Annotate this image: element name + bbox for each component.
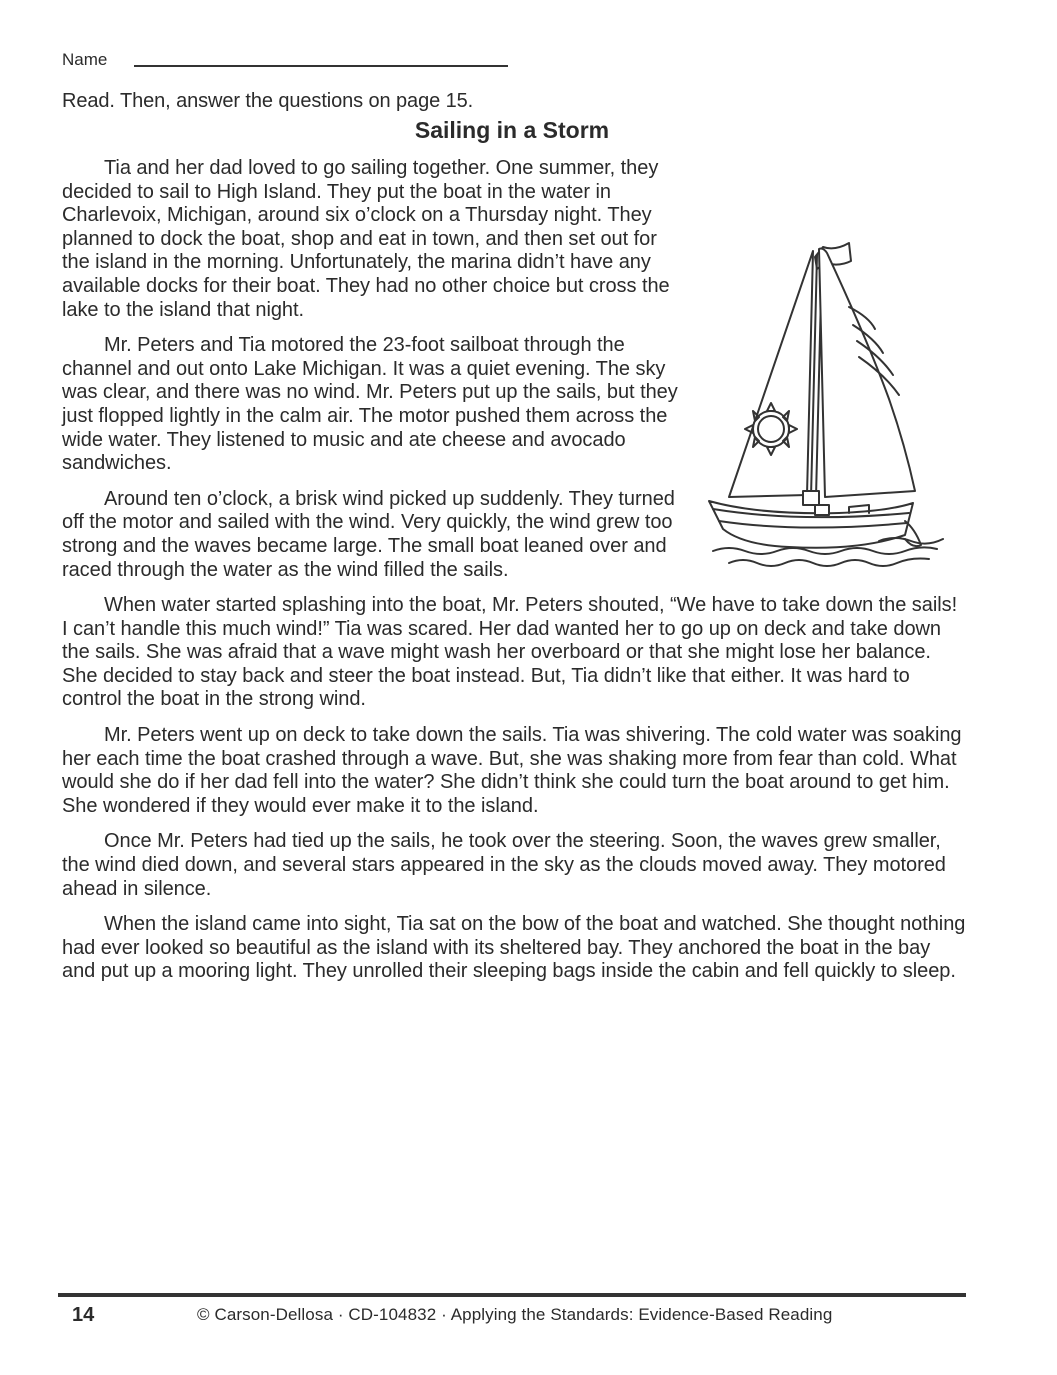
footer-credit: © Carson-Dellosa · CD-104832 · Applying the Standards: Evidence-Based Reading xyxy=(197,1305,833,1324)
story-paragraph: Tia and her dad loved to go sailing together. One summer, they decided to sail to High Island. They put the boat in the water in Charlevoix, Michigan, around six o’clock on a Thursday night. They planned to dock the boat, shop and eat in town, and then set out for the island in the morning. Unfortunately, the marina didn’t have any available docks for their boat. They had no other choice but cross the lake to the island that night. xyxy=(62,157,670,321)
footer-divider xyxy=(58,1293,966,1297)
page-number: 14 xyxy=(72,1304,95,1326)
instructions: Read. Then, answer the questions on page 15. xyxy=(62,90,474,112)
story-paragraph: Around ten o’clock, a brisk wind picked up suddenly. They turned off the motor and sailed with the wind. Very quickly, the wind grew too strong and the waves became large. The small boat leaned over and raced through the water as the wind filled the sails. xyxy=(62,487,675,581)
story-title: Sailing in a Storm xyxy=(414,117,610,143)
story-paragraph: Mr. Peters and Tia motored the 23-foot sailboat through the channel and out onto Lake Michigan. It was a quiet evening. The sky was clear, and there was no wind. Mr. Peters put up the sails, but they just flopped lightly in the calm air. The motor pushed them across the wide water. They listened to music and ate cheese and avocado sandwiches. xyxy=(62,334,678,475)
name-blank-line[interactable] xyxy=(134,65,508,67)
story-paragraph: Mr. Peters went up on deck to take down the sails. Tia was shivering. The cold water was soaking her each time the boat crashed through a wave. But, she was shaking more from fear than cold. What would she do if her dad fell into the water? She didn’t think she could turn the boat around to get him. She wondered if they would ever make it to the island. xyxy=(62,724,962,817)
story-paragraph: Once Mr. Peters had tied up the sails, he took over the steering. Soon, the waves grew smaller, the wind died down, and several stars appeared in the sky as the clouds moved away. They motored ahead in silence. xyxy=(62,830,946,900)
name-row xyxy=(62,50,512,70)
story-paragraph: When the island came into sight, Tia sat on the bow of the boat and watched. She thought nothing had ever looked so beautiful as the island with its sheltered bay. They anchored the boat in the bay and put up a mooring light. They unrolled their sleeping bags inside the cabin and fell quickly to sleep. xyxy=(62,913,966,983)
sailboat-illustration xyxy=(699,229,967,581)
story-paragraph: When water started splashing into the boat, Mr. Peters shouted, “We have to take down the sails! I can’t handle this much wind!” Tia was scared. Her dad wanted her to go up on deck and take down the sails. She was afraid that a wave might wash her overboard or that she might lose her balance. She decided to stay back and steer the boat instead. But, Tia didn’t like that either. It was hard to control the boat in the strong wind. xyxy=(62,594,958,711)
story-body xyxy=(62,157,967,996)
name-label: Name xyxy=(62,50,108,69)
